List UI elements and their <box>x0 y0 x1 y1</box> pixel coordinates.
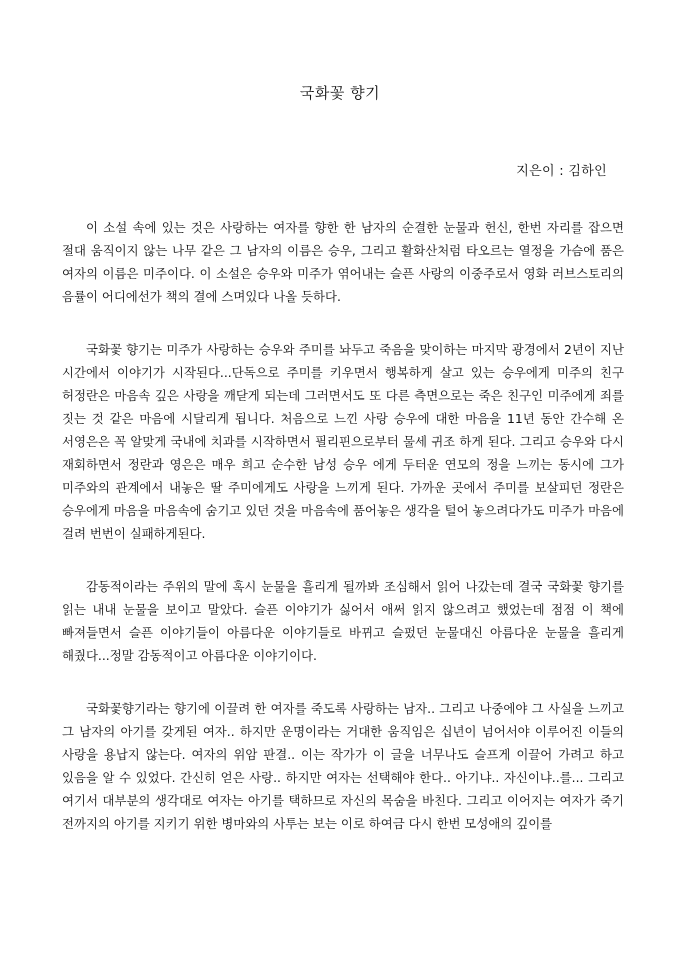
document-body <box>62 216 624 865</box>
paragraph-3: 감동적이라는 주위의 말에 혹시 눈물을 흘리게 될까봐 조심해서 읽어 나갔는데 결국 국화꽃 향기를 읽는 내내 눈물을 보이고 말았다. 슬픈 이야기가 싫어서 애써 읽지 않으려고 했었는데 점점 이 책에 빠져들면서 슬픈 이야기들이 아름다운 이야기들로 바뀌고 슬펐던 눈물대신 아름다운 눈물을 흘리게 해줬다...정말 감동적이고 아름다운 이야기이다. <box>62 579 624 663</box>
paragraph-4: 국화꽃향기라는 향기에 이끌려 한 여자를 죽도록 사랑하는 남자.. 그리고 나중에야 그 사실을 느끼고 그 남자의 아기를 갖게된 여자.. 하지만 운명이라는 거대한 움직임은 십년이 넘어서야 이루어진 이들의 사랑을 용납지 않는다. 여자의 위암 판결.. 이는 작가가 이 글을 너무나도 슬프게 이끌어 가려고 하고 있음을 알 수 있었다. 간신히 얻은 사랑.. 하지만 여자는 선택해야 한다.. 아기냐.. 자신이냐..를... 그리고 여기서 대부분의 생각대로 여자는 아기를 택하므로 자신의 목숨을 바친다. 그리고 이어지는 여자가 죽기 전까지의 아기를 지키기 위한 병마와의 사투는 보는 이로 하여금 다시 한번 모성애의 깊이를 <box>62 701 624 831</box>
author-line: 지은이 : 김하인 <box>516 164 607 179</box>
paragraph-1: 이 소설 속에 있는 것은 사랑하는 여자를 향한 한 남자의 순결한 눈물과 헌신, 한번 자리를 잡으면 절대 움직이지 않는 나무 같은 그 남자의 이름은 승우, 그리고 활화산처럼 타오르는 열정을 가슴에 품은 여자의 이름은 미주이다. 이 소설은 승우와 미주가 엮어내는 슬픈 사랑의 이중주로서 영화 러브스토리의 음률이 어디에선가 책의 결에 스며있다 나올 듯하다. <box>62 220 624 304</box>
document-title: 국화꽃 향기 <box>299 84 381 102</box>
paragraph-2: 국화꽃 향기는 미주가 사랑하는 승우와 주미를 놔두고 죽음을 맞이하는 마지막 광경에서 2년이 지난 시간에서 이야기가 시작된다...단독으로 주미를 키우면서 행복하게 살고 있는 승우에게 미주의 친구 허정란은 마음속 깊은 사랑을 깨닫게 되는데 그러면서도 또 다른 측면으로는 죽은 친구인 미주에게 죄를 짓는 것 같은 마음에 시달리게 됩니다. 처음으로 느낀 사랑 승우에 대한 마음을 11년 동안 간수해 온 서영은은 꼭 알맞게 국내에 치과를 시작하면서 필리핀으로부터 물세 귀조 하게 된다. 그리고 승우와 다시 재회하면서 정란과 영은은 매우 희고 순수한 남성 승우 에게 두터운 연모의 정을 느끼는 동시에 그가 미주와의 관계에서 내놓은 딸 주미에게도 사랑을 느끼게 된다. 가까운 곳에서 주미를 보살피던 정란은 승우에게 마음을 마음속에 숨기고 있던 것을 마음속에 품어놓은 생각을 털어 놓으려다가도 미주가 마음에 걸려 번번이 실패하게된다. <box>62 342 624 541</box>
